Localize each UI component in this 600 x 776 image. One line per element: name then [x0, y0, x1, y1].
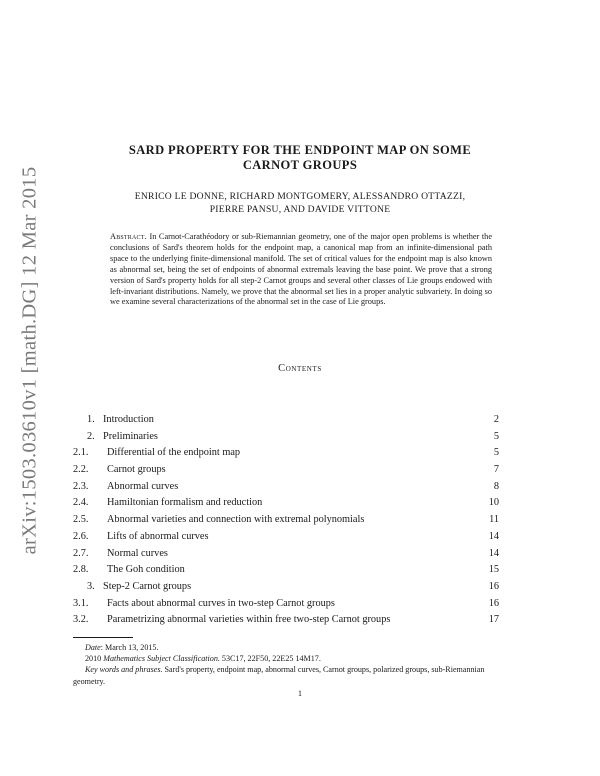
toc-entry-number: 2.2. — [73, 464, 89, 476]
title-line-1: SARD PROPERTY FOR THE ENDPOINT MAP ON SOME — [128, 143, 472, 157]
toc-entry-number: 2.5. — [73, 514, 89, 526]
toc-entry-title: Parametrizing abnormal varieties within free two-step Carnot groups — [107, 614, 391, 626]
toc-entry[interactable] — [73, 598, 499, 615]
toc-entry-page: 11 — [489, 514, 499, 526]
toc-entry-page: 10 — [488, 497, 499, 509]
toc-entry-page: 15 — [488, 564, 499, 576]
toc-entry-title: Introduction — [103, 414, 154, 425]
toc-entry-label — [73, 531, 209, 542]
toc-entry-title: Abnormal varieties and connection with extremal polynomials — [107, 514, 365, 526]
keywords-label: Key words and phrases. — [85, 665, 163, 675]
toc-entry-title: Lifts of abnormal curves — [107, 530, 209, 542]
toc-entry-title: Differential of the endpoint map — [107, 447, 241, 459]
toc-entry-label — [73, 598, 335, 609]
toc-entry-label — [73, 431, 158, 442]
toc-entry-title: Normal curves — [107, 547, 168, 559]
toc-entry-title: Carnot groups — [107, 464, 166, 476]
toc-entry-number: 2.1. — [73, 447, 89, 459]
toc-entry[interactable] — [73, 614, 499, 631]
toc-entry-label — [73, 564, 185, 575]
toc-entry-title: Preliminaries — [103, 430, 158, 442]
toc-entry-number: 2.6. — [73, 530, 89, 542]
toc-entry[interactable] — [73, 481, 499, 498]
toc-entry-label — [73, 481, 178, 492]
msc-codes: 53C17, 22F50, 22E25 14M17. — [221, 654, 321, 664]
toc-entry[interactable] — [73, 497, 499, 514]
toc-entry-number: 3.1. — [73, 597, 89, 609]
footnote-rule — [73, 637, 133, 638]
toc-entry-page: 16 — [488, 580, 499, 592]
toc-entry-page: 14 — [488, 547, 499, 559]
arxiv-identifier-text: arXiv:1503.03610v1 [math.DG] 12 Mar 2015 — [18, 166, 41, 554]
toc-entry-page: 14 — [488, 530, 499, 542]
toc-entry[interactable] — [73, 531, 499, 548]
toc-entry[interactable] — [73, 564, 499, 581]
date-value: : March 13, 2015. — [100, 643, 159, 652]
toc-entry-number: 1. — [87, 414, 95, 425]
toc-entry-label — [73, 581, 191, 592]
toc-entry-number: 2.7. — [73, 547, 89, 559]
toc-entry-title: Facts about abnormal curves in two-step Carnot groups — [107, 597, 335, 609]
toc-entry-number: 2.8. — [73, 564, 89, 576]
toc-entry-number: 2.4. — [73, 497, 89, 509]
toc-entry[interactable] — [73, 431, 499, 448]
toc-entry[interactable] — [73, 464, 499, 481]
abstract-label: Abstract. — [110, 232, 147, 241]
toc-entry-title: Abnormal curves — [107, 480, 179, 492]
table-of-contents — [73, 414, 499, 631]
toc-entry-title: Hamiltonian formalism and reduction — [107, 497, 263, 509]
footnote-keywords — [73, 664, 499, 686]
toc-entry-page: 8 — [493, 480, 499, 492]
paper-title — [80, 143, 520, 173]
toc-entry-number: 3.2. — [73, 614, 89, 626]
toc-entry-label — [73, 614, 390, 625]
toc-entry-label — [73, 497, 262, 508]
toc-entry-page: 2 — [493, 414, 499, 425]
toc-entry[interactable] — [73, 581, 499, 598]
toc-entry-label — [73, 447, 240, 458]
toc-entry-number: 3. — [87, 580, 95, 592]
abstract-text: In Carnot-Carathéodory or sub-Riemannian geometry, one of the major open problems is whether the conclusions of Sard's theorem holds for the endpoint map, a canonical map from an infinite-dimensional path space to the underlying finite-dimensional manifold. The set of critical values for the endpoint map is also known as abnormal set, being the set of endpoints of abnormal extremals leaving the base point. We prove that a strong version of Sard's property holds for all step-2 Carnot groups and several other classes of Lie groups endowed with left-invariant distributions. Namely, we prove that the abnormal set lies in a proper analytic subvariety. In doing so we examine several characterizations of the abnormal set in the case of Lie groups. — [110, 232, 493, 307]
arxiv-identifier-stamp — [6, 145, 54, 575]
title-line-2: CARNOT GROUPS — [242, 158, 358, 172]
toc-entry[interactable] — [73, 447, 499, 464]
toc-entry[interactable] — [73, 548, 499, 565]
toc-entry-page: 16 — [488, 597, 499, 609]
toc-entry[interactable] — [73, 514, 499, 531]
toc-entry-title: The Goh condition — [107, 564, 185, 576]
keywords-text: Sard's property, endpoint map, abnormal curves, Carnot groups, polarized groups, sub-Riemannian geometry. — [73, 665, 485, 686]
date-label: Date — [85, 643, 101, 652]
footnote-msc — [73, 653, 499, 664]
toc-entry-number: 2.3. — [73, 480, 89, 492]
toc-entry-label — [73, 548, 168, 559]
toc-entry-label — [73, 414, 154, 425]
footnotes — [73, 642, 499, 687]
toc-entry-page: 17 — [488, 614, 499, 626]
author-line-2: PIERRE PANSU, AND DAVIDE VITTONE — [209, 204, 391, 215]
toc-entry-number: 2. — [87, 430, 95, 442]
abstract — [110, 232, 492, 308]
toc-entry-page: 5 — [493, 447, 499, 459]
contents-heading: Contents — [278, 363, 322, 374]
toc-entry-title: Step-2 Carnot groups — [103, 580, 192, 592]
page-number: 1 — [297, 689, 303, 698]
toc-entry-label — [73, 464, 166, 475]
msc-prefix: 2010 — [85, 654, 104, 664]
toc-entry[interactable] — [73, 414, 499, 431]
toc-entry-label — [73, 514, 364, 525]
footnote-date — [73, 642, 499, 653]
toc-entry-page: 5 — [493, 430, 499, 442]
msc-label: Mathematics Subject Classification. — [103, 654, 220, 664]
author-list — [80, 190, 520, 216]
author-line-1: ENRICO LE DONNE, RICHARD MONTGOMERY, ALESSANDRO OTTAZZI, — [134, 191, 466, 202]
toc-entry-page: 7 — [493, 464, 499, 476]
